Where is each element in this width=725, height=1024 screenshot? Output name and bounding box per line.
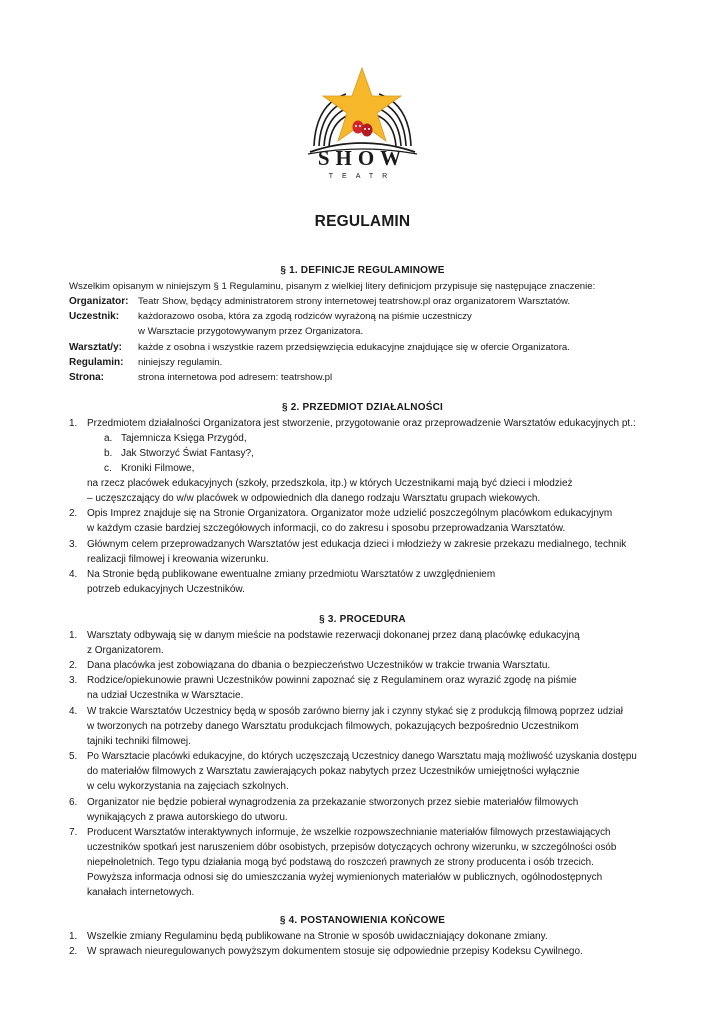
sub-list-text: Kroniki Filmowe, [121, 463, 195, 474]
sub-list-text: Jak Stworzyć Świat Fantasy?, [121, 448, 254, 459]
list-item-text: Na Stronie będą publikowane ewentualne zmiany przedmiotu Warsztatów z uwzględnieniem [87, 569, 496, 580]
document-title: REGULAMIN [314, 213, 411, 230]
list-number: 2. [69, 660, 78, 671]
def-text: w Warsztacie przygotowywanym przez Organizatora. [138, 326, 364, 337]
list-item-text: niepełnoletnich. Tego typu działania mogą być podstawą do roszczeń prawnych ze strony producenta i osób trzecich. [87, 857, 594, 868]
logo-brand-text: SHOW [317, 146, 408, 170]
list-item-text: z Organizatorem. [87, 645, 164, 656]
def-text: niniejszy regulamin. [138, 357, 223, 368]
list-item-text: na rzecz placówek edukacyjnych (szkoły, przedszkola, itp.) w których Uczestnikami mają być dzieci i młodzież [87, 478, 573, 489]
list-item-text: wynikających z prawa autorskiego do utworu. [87, 812, 288, 823]
section-1-intro: Wszelkim opisanym w niniejszym § 1 Regulaminu, pisanym z wielkiej litery definicjom przypisuje się następujące znaczenie: [69, 281, 596, 292]
list-number: 4. [69, 569, 78, 580]
sub-list-letter: b. [104, 448, 113, 459]
list-item-text: Dana placówka jest zobowiązana do dbania o bezpieczeństwo Uczestników w trakcie trwania Warsztatu. [87, 660, 551, 671]
list-number: 6. [69, 797, 78, 808]
list-number: 7. [69, 827, 78, 838]
list-number: 4. [69, 706, 78, 717]
list-item-text: w celu wykorzystania na zajęciach szkolnych. [87, 781, 289, 792]
def-text: każdorazowo osoba, która za zgodą rodziców wyrażoną na piśmie uczestniczy [138, 311, 472, 322]
list-item-text: realizacji filmowej i kreowania wizerunku. [87, 554, 269, 565]
section-3-title: § 3. PROCEDURA [319, 614, 406, 625]
list-item-text: w tworzonych na potrzeby danego Warsztatu produkcjach filmowych, pokazujących bezpośrednio Uczestnikom [87, 721, 579, 732]
def-term-uczestnik: Uczestnik: [69, 311, 120, 322]
def-term-strona: Strona: [69, 372, 105, 383]
logo-sub-text: TEATR [328, 173, 397, 180]
def-term-warsztat: Warsztat/y: [69, 342, 122, 353]
list-item-text: – uczęszczający do w/w placówek w odpowiednich dla danego rodzaju Warsztatu grupach wiekowych. [87, 493, 541, 504]
def-term-organizator: Organizator: [69, 296, 129, 307]
list-number: 2. [69, 508, 78, 519]
sub-list-letter: c. [104, 463, 112, 474]
list-item-text: Warsztaty odbywają się w danym mieście na podstawie rezerwacji dokonanej przez daną placówkę edukacyjną [87, 630, 580, 641]
teatr-show-logo [300, 64, 425, 184]
list-item-text: W sprawach nieuregulowanych powyższym dokumentem stosuje się odpowiednie przepisy Kodeksu Cywilnego. [87, 946, 583, 957]
list-item-text: Organizator nie będzie pobierał wynagrodzenia za przekazanie stworzonych przez siebie materiałów filmowych [87, 797, 579, 808]
list-item-text: Opis Imprez znajduje się na Stronie Organizatora. Organizator może udzielić poszczególnym placówkom edukacyjnym [87, 508, 613, 519]
list-item-text: kanałach internetowych. [87, 887, 195, 898]
list-item-text: Po Warsztacie placówki edukacyjne, do których uczęszczają Uczestnicy danego Warsztatu mają możliwość uzyskania dostępu [87, 751, 637, 762]
def-term-regulamin: Regulamin: [69, 357, 124, 368]
list-item-text: Głównym celem przeprowadzanych Warsztatów jest edukacja dzieci i młodzieży w zakresie przekazu medialnego, technik [87, 539, 627, 550]
section-4-title: § 4. POSTANOWIENIA KOŃCOWE [279, 915, 446, 926]
list-item-text: potrzeb edukacyjnych Uczestników. [87, 584, 245, 595]
list-number: 2. [69, 946, 78, 957]
section-2-title: § 2. PRZEDMIOT DZIAŁALNOŚCI [282, 402, 443, 413]
def-text: każde z osobna i wszystkie razem przedsięwzięcia edukacyjne znajdujące się w ofercie Organizatora. [138, 342, 570, 353]
list-number: 3. [69, 675, 78, 686]
list-item-text: tajniki techniki filmowej. [87, 736, 191, 747]
logo-graphic [300, 64, 425, 184]
list-item-text: do materiałów filmowych z Warsztatu zawierających pokaz nabytych przez Uczestników umiejętności wyłącznie [87, 766, 580, 777]
sub-list-letter: a. [104, 433, 113, 444]
list-item-text: w każdym czasie bardziej szczegółowych informacji, co do zakresu i sposobu przeprowadzania Warsztatów. [87, 523, 566, 534]
def-text: Teatr Show, będący administratorem strony internetowej teatrshow.pl oraz organizatorem Warsztatów. [138, 296, 571, 307]
list-number: 1. [69, 418, 78, 429]
list-item-text: W trakcie Warsztatów Uczestnicy będą w sposób zarówno bierny jak i czynny stykać się z produkcją filmową poprzez udział [87, 706, 623, 717]
section-1-title: § 1. DEFINICJE REGULAMINOWE [280, 265, 445, 276]
list-item-text: na udział Uczestnika w Warsztacie. [87, 690, 244, 701]
list-number: 1. [69, 931, 78, 942]
def-text: strona internetowa pod adresem: teatrshow.pl [138, 372, 333, 383]
sub-list-text: Tajemnicza Księga Przygód, [121, 433, 247, 444]
list-number: 1. [69, 630, 78, 641]
list-item-text: Przedmiotem działalności Organizatora jest stworzenie, przygotowanie oraz przeprowadzenie Warsztatów edukacyjnych pt.: [87, 418, 636, 429]
list-number: 3. [69, 539, 78, 550]
list-number: 5. [69, 751, 78, 762]
list-item-text: Rodzice/opiekunowie prawni Uczestników powinni zapoznać się z Regulaminem oraz wyrazić zgodę na piśmie [87, 675, 577, 686]
list-item-text: Wszelkie zmiany Regulaminu będą publikowane na Stronie w sposób uwidaczniający dokonane zmiany. [87, 931, 548, 942]
list-item-text: Powyższa informacja odnosi się do umieszczania wyżej wymienionych materiałów w publicznych, ogólnodostępnych [87, 872, 603, 883]
list-item-text: Producent Warsztatów interaktywnych informuje, że wszelkie rozpowszechnianie materiałów filmowych przestawiających [87, 827, 611, 838]
list-item-text: uczestników spotkań jest naruszeniem dóbr osobistych, przepisów dotyczących ochrony wizerunku, w szczególności osób [87, 842, 617, 853]
